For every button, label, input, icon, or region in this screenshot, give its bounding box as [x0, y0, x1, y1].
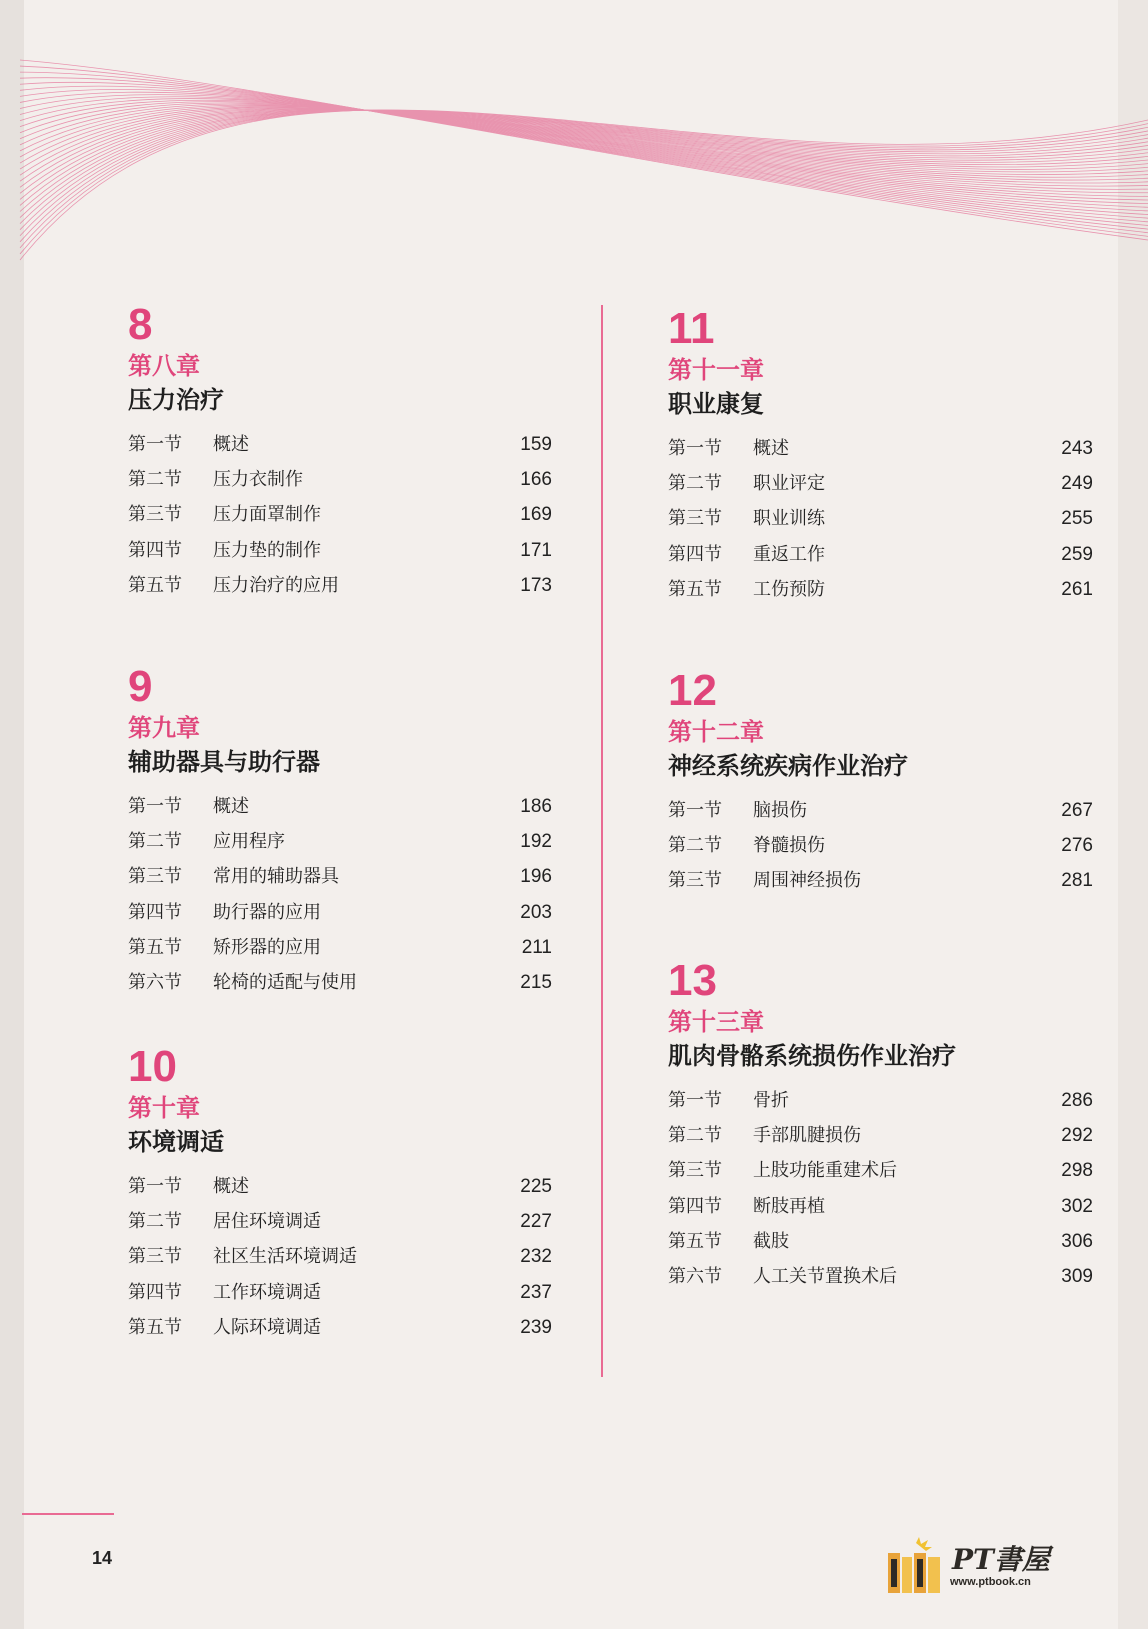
section-list [128, 1169, 552, 1345]
right-column [668, 304, 1093, 1307]
toc-entry[interactable] [128, 568, 552, 603]
section-label: 第一节 [668, 1090, 722, 1111]
section-label: 第六节 [668, 1265, 722, 1287]
toc-entry[interactable] [668, 431, 1093, 466]
footer-rule [22, 1513, 114, 1515]
section-list [668, 793, 1093, 899]
section-title: 压力面罩制作 [213, 504, 321, 526]
section-title: 截肢 [753, 1230, 789, 1252]
chapter-block [668, 956, 1093, 1294]
toc-entry[interactable] [668, 501, 1093, 536]
logo-brand: PT書屋 [952, 1543, 1050, 1576]
chapter-title[interactable]: 神经系统疾病作业治疗 [668, 751, 908, 780]
toc-entry[interactable] [128, 533, 552, 568]
section-label: 第一节 [128, 796, 182, 817]
section-page: 292 [1061, 1125, 1093, 1147]
section-page: 225 [520, 1176, 552, 1197]
toc-entry[interactable] [668, 572, 1093, 607]
section-title: 助行器的应用 [213, 901, 321, 923]
section-label: 第一节 [128, 434, 182, 455]
toc-entry[interactable] [668, 1153, 1093, 1188]
section-title: 人工关节置换术后 [753, 1265, 897, 1287]
section-title: 概述 [213, 796, 249, 817]
chapter-block [128, 662, 552, 1000]
section-title: 人际环境调适 [213, 1316, 321, 1338]
section-page: 306 [1061, 1230, 1093, 1252]
chapter-label: 第八章 [128, 351, 200, 380]
section-label: 第五节 [128, 936, 182, 958]
section-label: 第二节 [128, 831, 182, 853]
section-label: 第一节 [128, 1176, 182, 1197]
section-page: 255 [1061, 508, 1093, 530]
chapter-block [128, 1042, 552, 1345]
section-label: 第四节 [128, 901, 182, 923]
section-label: 第四节 [668, 1195, 722, 1217]
section-title: 工伤预防 [753, 578, 825, 600]
chapter-title[interactable]: 辅助器具与助行器 [128, 747, 320, 776]
section-title: 职业训练 [753, 508, 825, 530]
chapter-title[interactable]: 压力治疗 [128, 385, 224, 414]
section-title: 概述 [753, 438, 789, 459]
toc-entry[interactable] [128, 1310, 552, 1345]
section-title: 轮椅的适配与使用 [213, 971, 357, 993]
ptbook-logo [886, 1537, 1061, 1595]
section-label: 第四节 [128, 1281, 182, 1303]
section-page: 173 [520, 574, 552, 596]
section-label: 第六节 [128, 971, 182, 993]
section-page: 196 [520, 866, 552, 888]
toc-entry[interactable] [668, 1118, 1093, 1153]
section-title: 上肢功能重建术后 [753, 1160, 897, 1182]
section-page: 276 [1061, 835, 1093, 857]
chapter-label: 第十三章 [668, 1007, 764, 1036]
section-page: 261 [1061, 578, 1093, 600]
section-label: 第五节 [128, 1316, 182, 1338]
section-label: 第三节 [128, 866, 182, 888]
section-page: 166 [520, 469, 552, 491]
toc-entry[interactable] [668, 863, 1093, 898]
section-page: 309 [1061, 1265, 1093, 1287]
section-title: 社区生活环境调适 [213, 1246, 357, 1268]
section-label: 第二节 [668, 1125, 722, 1147]
section-page: 192 [520, 831, 552, 853]
section-list [128, 427, 552, 603]
left-column [128, 300, 552, 1383]
section-label: 第三节 [668, 1160, 722, 1182]
toc-entry[interactable] [128, 930, 552, 965]
toc-entry[interactable] [128, 1169, 552, 1204]
section-label: 第二节 [128, 469, 182, 491]
page-number: 14 [92, 1548, 113, 1568]
section-title: 概述 [213, 434, 249, 455]
section-label: 第一节 [668, 800, 722, 821]
toc-entry[interactable] [128, 1204, 552, 1239]
section-label: 第二节 [128, 1211, 182, 1233]
toc-entry[interactable] [128, 462, 552, 497]
toc-entry[interactable] [128, 789, 552, 824]
section-title: 职业评定 [753, 473, 825, 495]
section-page: 298 [1061, 1160, 1093, 1182]
toc-entry[interactable] [128, 1239, 552, 1274]
toc-entry[interactable] [668, 1189, 1093, 1224]
section-label: 第四节 [128, 539, 182, 561]
toc-entry[interactable] [668, 793, 1093, 828]
section-label: 第三节 [128, 504, 182, 526]
section-list [668, 431, 1093, 607]
section-title: 骨折 [753, 1090, 789, 1111]
section-label: 第二节 [668, 473, 722, 495]
section-page: 237 [520, 1281, 552, 1303]
section-title: 压力治疗的应用 [213, 574, 339, 596]
section-title: 矫形器的应用 [213, 936, 321, 958]
toc-entry[interactable] [128, 497, 552, 532]
section-label: 第三节 [128, 1246, 182, 1268]
toc-entry[interactable] [668, 1083, 1093, 1118]
section-label: 第五节 [128, 574, 182, 596]
section-title: 居住环境调适 [213, 1211, 321, 1233]
toc-entry[interactable] [668, 466, 1093, 501]
chapter-number: 8 [128, 300, 153, 349]
chapter-title[interactable]: 肌肉骨骼系统损伤作业治疗 [668, 1041, 956, 1070]
section-title: 脑损伤 [753, 800, 807, 821]
toc-entry[interactable] [128, 895, 552, 930]
logo-url: www.ptbook.cn [950, 1576, 1031, 1588]
section-label: 第二节 [668, 835, 722, 857]
section-label: 第四节 [668, 543, 722, 565]
book-shelf-icon [886, 1537, 946, 1595]
toc-entry[interactable] [668, 1259, 1093, 1294]
chapter-block [128, 300, 552, 603]
chapter-label: 第十一章 [668, 355, 764, 384]
chapter-block [668, 304, 1093, 607]
section-page: 232 [520, 1246, 552, 1268]
section-label: 第三节 [668, 508, 722, 530]
column-divider [601, 305, 603, 1377]
toc-entry[interactable] [668, 1224, 1093, 1259]
section-page: 215 [520, 971, 552, 993]
section-title: 周围神经损伤 [753, 870, 861, 892]
section-title: 断肢再植 [753, 1195, 825, 1217]
section-page: 281 [1061, 870, 1093, 892]
chapter-number: 12 [668, 666, 717, 715]
section-title: 手部肌腱损伤 [753, 1125, 861, 1147]
chapter-label: 第九章 [128, 713, 200, 742]
toc-entry[interactable] [668, 828, 1093, 863]
section-page: 267 [1061, 800, 1093, 821]
chapter-label: 第十章 [128, 1093, 200, 1122]
section-title: 压力垫的制作 [213, 539, 321, 561]
section-page: 249 [1061, 473, 1093, 495]
section-label: 第五节 [668, 578, 722, 600]
section-title: 常用的辅助器具 [213, 866, 339, 888]
section-title: 应用程序 [213, 831, 285, 853]
toc-entry[interactable] [128, 824, 552, 859]
chapter-number: 11 [668, 304, 715, 353]
section-page: 203 [520, 901, 552, 923]
section-title: 概述 [213, 1176, 249, 1197]
section-page: 186 [520, 796, 552, 817]
toc-entry[interactable] [128, 427, 552, 462]
section-page: 159 [520, 434, 552, 455]
chapter-title[interactable]: 职业康复 [668, 389, 764, 418]
section-title: 压力衣制作 [213, 469, 303, 491]
toc-entry[interactable] [128, 965, 552, 1000]
chapter-number: 9 [128, 662, 153, 711]
chapter-block [668, 666, 1093, 899]
section-list [668, 1083, 1093, 1294]
section-title: 工作环境调适 [213, 1281, 321, 1303]
section-page: 302 [1061, 1195, 1093, 1217]
section-title: 脊髓损伤 [753, 835, 825, 857]
section-label: 第五节 [668, 1230, 722, 1252]
chapter-title[interactable]: 环境调适 [128, 1127, 224, 1156]
section-page: 243 [1061, 438, 1093, 459]
section-page: 239 [520, 1316, 552, 1338]
toc-entry[interactable] [128, 1275, 552, 1310]
toc-entry[interactable] [668, 537, 1093, 572]
section-label: 第一节 [668, 438, 722, 459]
section-page: 259 [1061, 543, 1093, 565]
section-label: 第三节 [668, 870, 722, 892]
section-page: 169 [520, 504, 552, 526]
section-page: 286 [1061, 1090, 1093, 1111]
chapter-label: 第十二章 [668, 717, 764, 746]
section-page: 211 [521, 936, 552, 958]
toc-entry[interactable] [128, 859, 552, 894]
chapter-number: 10 [128, 1042, 177, 1091]
section-title: 重返工作 [753, 543, 825, 565]
section-page: 227 [520, 1211, 552, 1233]
section-page: 171 [520, 539, 552, 561]
chapter-number: 13 [668, 956, 717, 1005]
section-list [128, 789, 552, 1000]
